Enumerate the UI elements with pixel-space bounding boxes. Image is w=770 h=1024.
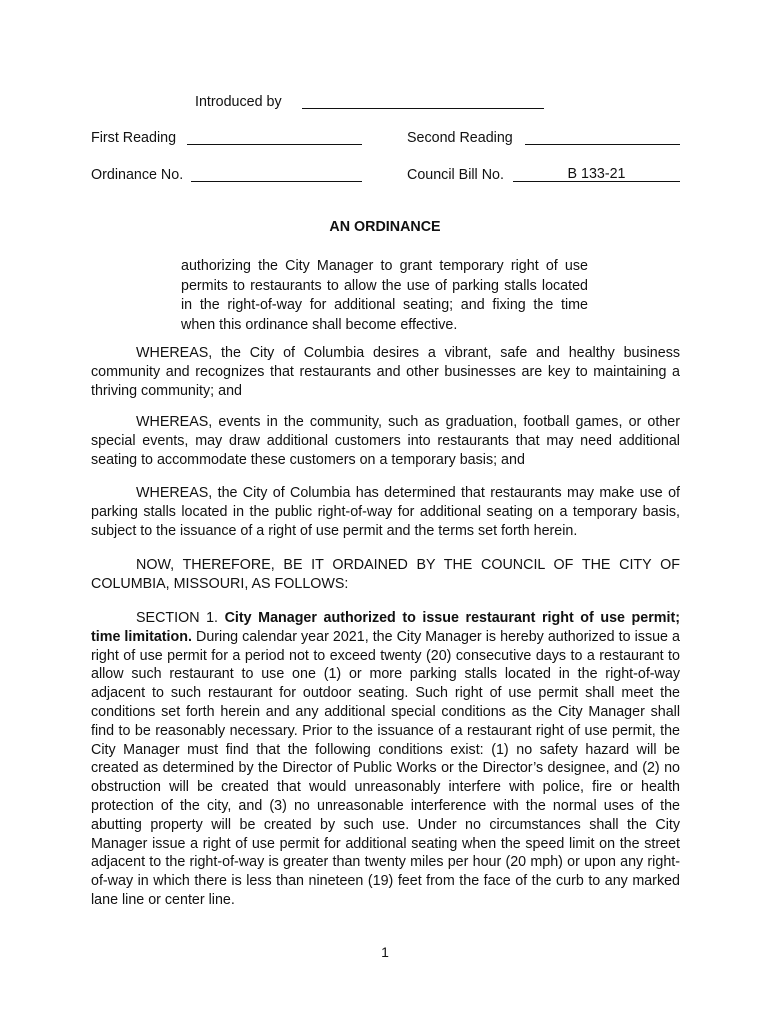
- second-reading-label: Second Reading: [407, 130, 513, 146]
- first-reading-label: First Reading: [91, 130, 177, 146]
- first-reading-blank: [187, 130, 362, 145]
- introduced-by-blank: [302, 94, 544, 109]
- section-1-heading: City Manager authorized to issue restaurant right of use permit; time limitation.: [91, 610, 680, 645]
- whereas-paragraph: [91, 344, 680, 400]
- whereas-text: WHEREAS, the City of Columbia has determined that restaurants may make use of parking stalls located in the public right-of-way for additional seating on a temporary basis, subject to the issuance of a right of use permit and the terms set forth herein.: [91, 485, 680, 539]
- section-1-label: SECTION 1.: [136, 610, 219, 626]
- council-bill-value: B 133-21: [513, 167, 680, 182]
- section-1: [91, 609, 680, 910]
- introduced-by-label: Introduced by: [195, 94, 282, 110]
- ordinance-number-blank: [191, 167, 362, 182]
- second-reading-blank: [525, 130, 680, 145]
- whereas-text: WHEREAS, the City of Columbia desires a vibrant, safe and healthy business community and recognizes that restaurants and other businesses are key to maintaining a thriving community; and: [91, 345, 680, 399]
- council-bill-label: Council Bill No.: [407, 167, 504, 183]
- ordinance-title: AN ORDINANCE: [329, 219, 441, 235]
- enacting-clause: [91, 556, 680, 594]
- whereas-paragraph: [91, 413, 680, 469]
- whereas-paragraph: [91, 484, 680, 540]
- enacting-clause-text: NOW, THEREFORE, BE IT ORDAINED BY THE COUNCIL OF THE CITY OF COLUMBIA, MISSOURI, AS FOLLOWS:: [91, 557, 680, 592]
- whereas-text: WHEREAS, events in the community, such as graduation, football games, or other special events, may draw additional customers into restaurants that may need additional seating to accommodate these customers on a temporary basis; and: [91, 414, 680, 468]
- section-1-body: During calendar year 2021, the City Manager is hereby authorized to issue a right of use permit for a period not to exceed twenty (20) consecutive days to a restaurant to allow such restaurant to use one (1) or more parking stalls located in the right-of-way adjacent to such restaurant for outdoor seating. Such right of use permit shall meet the conditions set forth herein and any additional special conditions as the City Manager shall find to be reasonably necessary. Prior to the issuance of a restaurant right of use permit, the City Manager must find that the following conditions exist: (1) no safety hazard will be created as determined by the Director of Public Works or the Director’s designee, and (2) no obstruction will be created that would unreasonably interfere with police, fire or health protection of the city, and (3) no unreasonable interference with the normal uses of the abutting property will be created by such use. Under no circumstances shall the City Manager issue a right of use permit for additional seating when the speed limit on the street adjacent to the right-of-way is greater than twenty miles per hour (20 mph) or upon any right-of-way in which there is less than nineteen (19) feet from the face of the curb to any marked lane line or center line.: [91, 628, 680, 908]
- page-number: 1: [381, 944, 389, 960]
- ordinance-summary: authorizing the City Manager to grant temporary right of use permits to restaurants to allow the use of parking stalls located in the right-of-way for additional seating; and fixing the time when this ordinance shall become effective.: [181, 258, 588, 333]
- ordinance-number-label: Ordinance No.: [91, 167, 184, 183]
